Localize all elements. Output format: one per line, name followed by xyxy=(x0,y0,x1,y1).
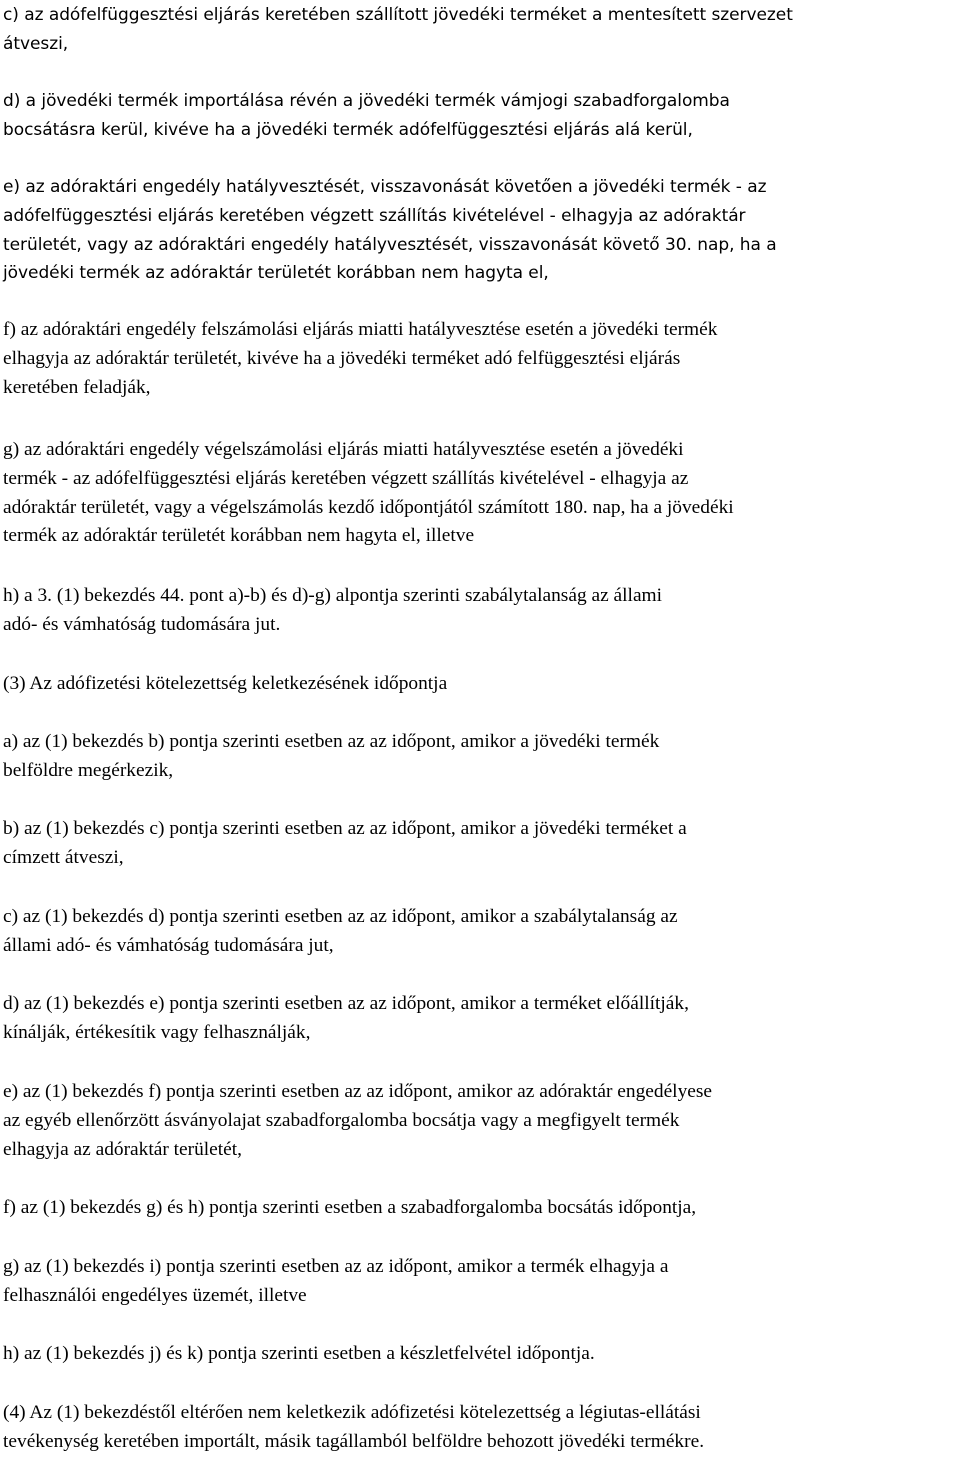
text-line: tevékenység keretében importált, másik tagállamból belföldre behozott jövedéki termékre. xyxy=(3,1430,705,1452)
section-3-item-f xyxy=(3,1194,957,1223)
text-line: belföldre megérkezik, xyxy=(3,759,174,781)
text-line: c) az adófelfüggesztési eljárás keretében szállított jövedéki terméket a mentesített szervezet xyxy=(3,5,793,25)
section-3-heading xyxy=(3,670,957,699)
text-line: h) a 3. (1) bekezdés 44. pont a)-b) és d)-g) alpontja szerinti szabálytalanság az állami xyxy=(3,585,663,606)
paragraph-g xyxy=(3,436,957,551)
text-line: a) az (1) bekezdés b) pontja szerinti esetben az az időpont, amikor a jövedéki termék xyxy=(3,731,660,752)
paragraph-h xyxy=(3,582,957,640)
text-line: e) az adóraktári engedély hatályvesztését, visszavonását követően a jövedéki termék - az xyxy=(3,177,767,197)
section-3-item-c xyxy=(3,903,957,961)
text-line: d) az (1) bekezdés e) pontja szerinti esetben az az időpont, amikor a terméket előállítják, xyxy=(3,993,689,1014)
text-line: h) az (1) bekezdés j) és k) pontja szerinti esetben a készletfelvétel időpontja. xyxy=(3,1343,595,1364)
section-3-item-g xyxy=(3,1253,957,1311)
paragraph-e xyxy=(3,173,957,288)
section-3-item-b xyxy=(3,815,957,873)
text-line: e) az (1) bekezdés f) pontja szerinti esetben az az időpont, amikor az adóraktár engedélyese xyxy=(3,1081,713,1102)
text-line: termék az adóraktár területét korábban nem hagyta el, illetve xyxy=(3,525,475,547)
text-line: elhagyja az adóraktár területét, kivéve ha a jövedéki terméket adó felfüggesztési eljárás xyxy=(3,347,681,369)
text-line: keretében feladják, xyxy=(3,376,151,398)
text-line: f) az adóraktári engedély felszámolási eljárás miatti hatályvesztése esetén a jövedéki termék xyxy=(3,319,718,340)
text-line: b) az (1) bekezdés c) pontja szerinti esetben az az időpont, amikor a jövedéki terméket a xyxy=(3,818,687,839)
section-3-item-h xyxy=(3,1340,957,1369)
text-line: elhagyja az adóraktár területét, xyxy=(3,1138,243,1160)
text-line: kínálják, értékesítik vagy felhasználják, xyxy=(3,1021,311,1043)
section-4-paragraph xyxy=(3,1399,957,1457)
section-3-item-a xyxy=(3,728,957,786)
text-line: átveszi, xyxy=(3,33,69,54)
text-line: g) az (1) bekezdés i) pontja szerinti esetben az az időpont, amikor a termék elhagyja a xyxy=(3,1256,669,1277)
text-line: adófelfüggesztési eljárás keretében végzett szállítás kivételével - elhagyja az adóraktár xyxy=(3,205,746,226)
paragraph-c xyxy=(3,1,957,59)
text-line: az egyéb ellenőrzött ásványolajat szabadforgalomba bocsátja vagy a megfigyelt termék xyxy=(3,1109,680,1131)
text-line: felhasználói engedélyes üzemét, illetve xyxy=(3,1284,307,1306)
paragraph-d xyxy=(3,87,957,145)
section-3-item-d xyxy=(3,990,957,1048)
text-line: adó- és vámhatóság tudomására jut. xyxy=(3,613,281,635)
section-3-item-e xyxy=(3,1078,957,1164)
text-line: (3) Az adófizetési kötelezettség keletkezésének időpontja xyxy=(3,673,448,694)
text-line: állami adó- és vámhatóság tudomására jut, xyxy=(3,934,334,956)
text-line: (4) Az (1) bekezdéstől eltérően nem keletkezik adófizetési kötelezettség a légiutas-ellátási xyxy=(3,1402,701,1423)
text-line: g) az adóraktári engedély végelszámolási eljárás miatti hatályvesztése esetén a jövedéki xyxy=(3,439,684,460)
text-line: területét, vagy az adóraktári engedély hatályvesztését, visszavonását követő 30. nap, ha a xyxy=(3,234,777,255)
text-line: jövedéki termék az adóraktár területét korábban nem hagyta el, xyxy=(3,263,549,284)
text-line: f) az (1) bekezdés g) és h) pontja szerinti esetben a szabadforgalomba bocsátás időpontja, xyxy=(3,1197,697,1218)
text-line: címzett átveszi, xyxy=(3,846,124,868)
text-line: d) a jövedéki termék importálása révén a jövedéki termék vámjogi szabadforgalomba xyxy=(3,91,730,111)
text-line: termék - az adófelfüggesztési eljárás keretében végzett szállítás kivételével - elhagyja az xyxy=(3,467,689,489)
text-line: c) az (1) bekezdés d) pontja szerinti esetben az az időpont, amikor a szabálytalanság az xyxy=(3,906,678,927)
text-line: bocsátásra kerül, kivéve ha a jövedéki termék adófelfüggesztési eljárás alá kerül, xyxy=(3,119,693,140)
text-line: adóraktár területét, vagy a végelszámolás kezdő időpontjától számított 180. nap, ha a jövedéki xyxy=(3,496,734,518)
paragraph-f xyxy=(3,316,957,402)
